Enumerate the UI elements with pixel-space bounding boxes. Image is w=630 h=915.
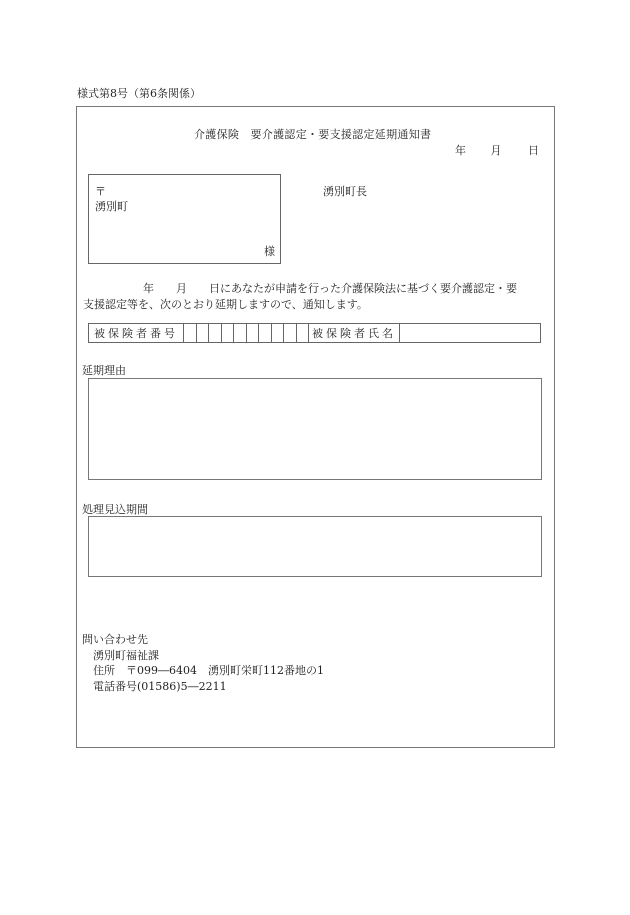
processing-period-label: 処理見込期間 [82,503,148,516]
insured-number-digit-7[interactable] [259,324,272,343]
document-title: 介護保険 要介護認定・要支援認定延期通知書 [194,128,432,141]
processing-period-field[interactable] [88,516,542,577]
date-year: 年 [455,144,466,157]
form-number: 様式第8号（第6条関係） [77,87,201,100]
insured-number-digit-10[interactable] [296,324,309,343]
insured-info-row [88,323,541,343]
insured-number-digit-1[interactable] [184,324,197,343]
contact-address: 住所 〒099―6404 湧別町栄町112番地の1 [93,664,324,677]
date-month: 月 [490,144,502,157]
contact-department: 湧別町福祉課 [93,648,159,662]
issue-date [455,142,539,158]
insured-name-field[interactable] [400,324,541,343]
postal-mark: 〒 [95,185,106,198]
delay-reason-field[interactable] [88,378,542,480]
recipient-address-box[interactable] [88,174,281,264]
insured-number-digit-3[interactable] [209,324,222,343]
insured-number-digit-2[interactable] [196,324,209,343]
notice-body-line1: 年 月 日にあなたが申請を行った介護保険法に基づく要介護認定・要 [143,282,517,295]
recipient-honorific: 様 [264,245,275,258]
contact-heading: 問い合わせ先 [82,633,148,646]
delay-reason-label: 延期理由 [82,364,126,377]
insured-number-label: 被保険者番号 [89,324,184,343]
insured-number-digit-8[interactable] [271,324,284,343]
notice-body-line2: 支援認定等を、次のとおり延期しますので、通知します。 [83,298,368,311]
recipient-town: 湧別町 [95,200,128,213]
contact-info [82,632,324,694]
sender-name: 湧別町長 [323,185,367,198]
contact-phone: 電話番号(01586)5―2211 [93,679,227,693]
insured-number-digit-6[interactable] [246,324,259,343]
insured-number-digit-9[interactable] [284,324,297,343]
insured-number-digit-5[interactable] [234,324,247,343]
insured-name-label: 被保険者氏名 [309,324,400,343]
date-day: 日 [528,144,539,157]
insured-number-digit-4[interactable] [221,324,234,343]
